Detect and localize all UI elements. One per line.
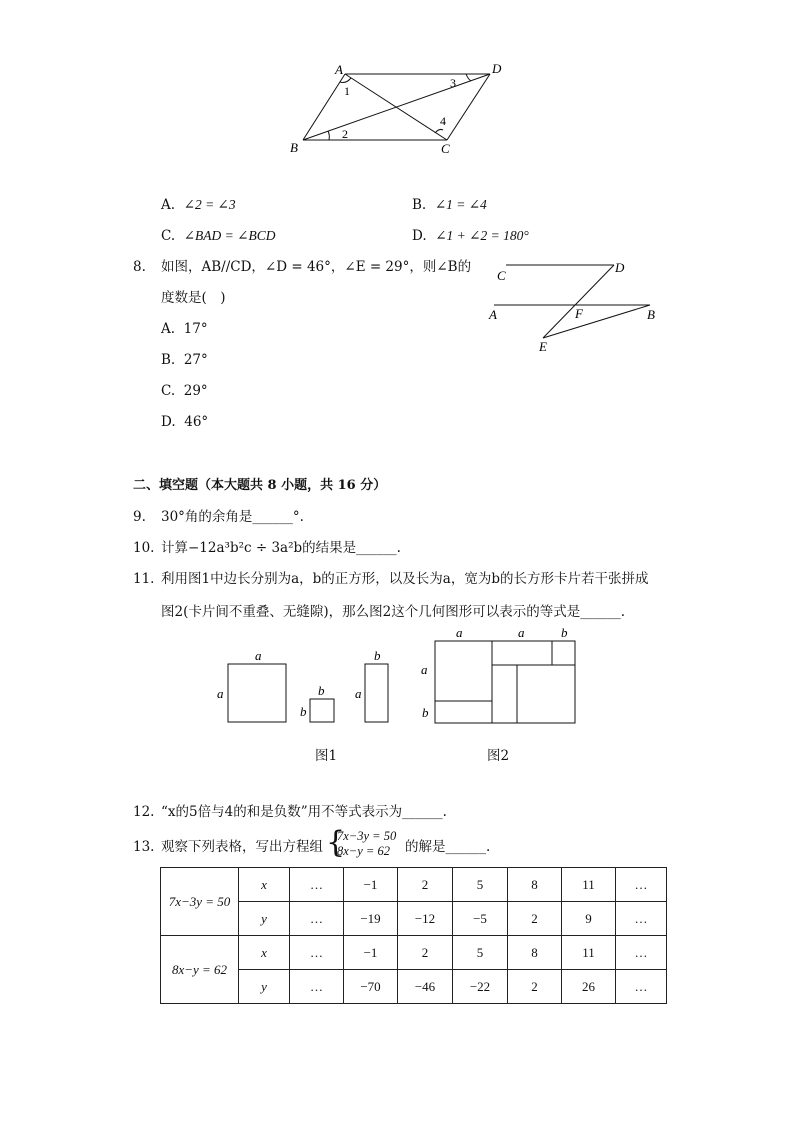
diagonal-bd (303, 74, 490, 140)
label-c: C (441, 141, 450, 156)
q8-stem-line1: 如图，AB//CD，∠D = 46°，∠E = 29°，则∠B的 (161, 259, 472, 275)
q8-option-a[interactable] (161, 320, 208, 338)
table-cell: 5 (453, 868, 508, 902)
q7-option-d[interactable] (412, 227, 529, 245)
option-text: 27° (183, 352, 208, 368)
parallelogram-figure (285, 58, 515, 160)
table-cell: 11 (562, 868, 616, 902)
option-letter: C. (161, 228, 176, 244)
equation-brace: { (326, 825, 346, 860)
q13-number: 13. (133, 839, 155, 855)
table-cell: 8 (508, 936, 562, 970)
option-letter: A. (161, 197, 176, 213)
label-a: A (489, 307, 497, 322)
label-3: 3 (450, 76, 456, 90)
table-cell: −5 (453, 902, 508, 936)
option-letter: C. (161, 383, 176, 399)
table-cell: 11 (562, 936, 616, 970)
label-b: B (290, 140, 298, 155)
square-a (228, 664, 286, 722)
equation-cell: 7x−3y = 50 (161, 868, 239, 936)
option-text: 46° (184, 414, 209, 430)
label-d: D (492, 61, 502, 76)
label-left-a: a (421, 662, 428, 677)
q10-text: 计算−12a³b²c ÷ 3a²b的结果是______. (161, 540, 401, 556)
q8-number: 8. (133, 259, 146, 275)
table-cell: … (616, 868, 667, 902)
table-cell: 2 (508, 970, 562, 1004)
table-cell: −70 (344, 970, 398, 1004)
label-top-a1: a (456, 625, 463, 640)
table-cell: −1 (344, 936, 398, 970)
table-cell: … (290, 902, 344, 936)
square-b (310, 699, 334, 722)
figure-1 (210, 645, 400, 730)
table-cell: −12 (398, 902, 453, 936)
table-cell: −22 (453, 970, 508, 1004)
label-top-b: b (561, 625, 568, 640)
table-cell: 2 (398, 868, 453, 902)
option-letter: D. (412, 228, 427, 244)
fig1-caption: 图1 (315, 748, 338, 764)
label-a: A (335, 62, 343, 77)
table-cell: … (290, 936, 344, 970)
side-ab (303, 74, 345, 140)
q7-option-b[interactable] (412, 196, 487, 214)
label-f: F (575, 306, 583, 321)
table-cell: … (616, 970, 667, 1004)
q11-stem-line1: 利用图1中边长分别为a，b的正方形，以及长为a，宽为b的长方形卡片若干张拼成 (161, 571, 649, 587)
table-cell: −1 (344, 868, 398, 902)
table-cell: … (616, 936, 667, 970)
outer-rect (435, 641, 575, 723)
q10-number: 10. (133, 540, 155, 556)
q13-text-before: 观察下列表格，写出方程组 (161, 839, 323, 855)
option-text: 29° (183, 383, 208, 399)
option-letter: B. (161, 352, 176, 368)
q7-option-c[interactable] (161, 227, 275, 245)
angle-arc-3 (466, 74, 471, 81)
q8-option-d[interactable] (161, 413, 208, 431)
table-cell: −46 (398, 970, 453, 1004)
option-letter: A. (161, 321, 176, 337)
table-cell: 2 (398, 936, 453, 970)
table-cell: 9 (562, 902, 616, 936)
label-b: B (647, 307, 655, 322)
var-cell: y (239, 970, 290, 1004)
q12-number: 12. (133, 804, 155, 820)
table-row (161, 936, 667, 970)
q8-option-c[interactable] (161, 382, 208, 400)
option-text: ∠1 + ∠2 = 180° (435, 228, 529, 243)
label-4: 4 (440, 114, 446, 128)
table-cell: … (290, 868, 344, 902)
equation-table (160, 867, 667, 1004)
label-top-a2: a (518, 625, 525, 640)
q8-stem-line2: 度数是( ) (161, 290, 226, 306)
option-letter: B. (412, 197, 427, 213)
table-cell: … (290, 970, 344, 1004)
option-text: 17° (183, 321, 208, 337)
label-1: 1 (344, 84, 350, 98)
option-letter: D. (161, 414, 176, 430)
table-cell: … (616, 902, 667, 936)
rectangle-ab (365, 664, 388, 722)
label-2: 2 (342, 127, 348, 141)
section-title: 二、填空题（本大题共 8 小题，共 16 分） (133, 478, 387, 493)
option-text: ∠BAD = ∠BCD (183, 228, 276, 243)
label-left-b: b (422, 705, 429, 720)
eq2: 8x−y = 62 (337, 844, 390, 858)
var-cell: x (239, 936, 290, 970)
q11-stem-line2: 图2(卡片间不重叠、无缝隙)，那么图2这个几何图形可以表示的等式是______. (161, 604, 626, 620)
q9-text: 30°角的余角是______°. (161, 509, 304, 525)
table-cell: 8 (508, 868, 562, 902)
var-cell: x (239, 868, 290, 902)
label-rect-top: b (374, 648, 381, 663)
fig2-caption: 图2 (487, 748, 510, 764)
angle-arc-2 (328, 131, 329, 140)
label-square-a-left: a (217, 686, 224, 701)
label-e: E (539, 339, 547, 354)
q7-option-a[interactable] (161, 196, 236, 214)
q12-text: “x的5倍与4的和是负数”用不等式表示为______. (161, 804, 447, 820)
label-rect-left: a (355, 686, 362, 701)
q11-number: 11. (133, 571, 155, 587)
label-square-b-left: b (300, 704, 307, 719)
option-text: ∠1 = ∠4 (434, 197, 487, 212)
q13-text-after: 的解是______. (405, 839, 491, 855)
label-square-b-top: b (318, 683, 325, 698)
table-cell: 26 (562, 970, 616, 1004)
eq1: 7x−3y = 50 (337, 829, 397, 843)
equation-cell: 8x−y = 62 (161, 936, 239, 1004)
table-cell: 2 (508, 902, 562, 936)
option-text: ∠2 = ∠3 (183, 197, 236, 212)
label-square-a-top: a (255, 648, 262, 663)
parallel-lines-figure (484, 254, 664, 354)
label-c: C (497, 268, 506, 283)
var-cell: y (239, 902, 290, 936)
figure-2 (414, 624, 584, 730)
q8-option-b[interactable] (161, 351, 208, 369)
label-d: D (615, 260, 625, 275)
table-cell: 5 (453, 936, 508, 970)
table-row (161, 868, 667, 902)
q9-number: 9. (133, 509, 146, 525)
table-cell: −19 (344, 902, 398, 936)
